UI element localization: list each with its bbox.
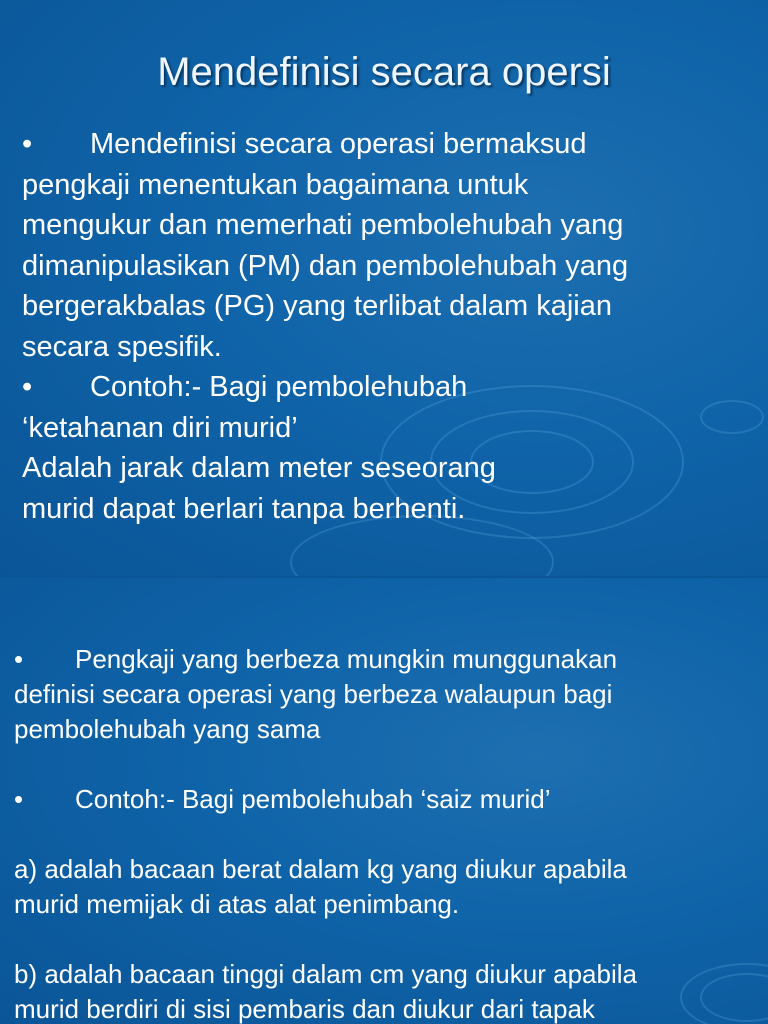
text-line: Adalah jarak dalam meter seseorang (22, 452, 496, 484)
text-line: dimanipulasikan (PM) dan pembolehubah yang (22, 249, 629, 282)
slide-2 (0, 578, 768, 1024)
bullet-marker: • (22, 128, 33, 160)
slide-1-body (22, 124, 752, 529)
text-line: secara spesifik. (22, 330, 222, 363)
bullet-marker: • (14, 644, 24, 674)
bullet-line (22, 367, 752, 408)
text-line: pembolehubah yang sama (14, 714, 321, 744)
text-line: Pengkaji yang berbeza mungkin munggunakan (75, 644, 618, 674)
bullet-line (14, 782, 754, 817)
bullet-marker: • (22, 371, 33, 403)
bullet-marker: • (14, 784, 24, 814)
text-line: bergerakbalas (PG) yang terlibat dalam kajian (22, 290, 612, 322)
slide-title: Mendefinisi secara opersi (157, 50, 611, 94)
text-line: mengukur dan memerhati pembolehubah yang (22, 209, 624, 241)
text-line: murid memijak di atas alat penimbang. (14, 889, 460, 919)
bullet-line (22, 124, 752, 165)
text-line: Contoh:- Bagi pembolehubah ‘saiz murid’ (75, 784, 551, 814)
text-line: Mendefinisi secara operasi bermaksud (90, 128, 587, 160)
text-line: murid berdiri di sisi pembaris dan diukur dari tapak (14, 994, 595, 1024)
text-line: Contoh:- Bagi pembolehubah (90, 371, 468, 403)
text-line: murid dapat berlari tanpa berhenti. (22, 492, 466, 525)
list-item-b: b) adalah bacaan tinggi dalam cm yang diukur apabila (14, 959, 637, 989)
list-item-a: a) adalah bacaan berat dalam kg yang diukur apabila (14, 854, 627, 884)
bullet-line (14, 642, 754, 677)
slide-2-body (14, 642, 754, 1024)
text-line: pengkaji menentukan bagaimana untuk (22, 168, 529, 201)
text-line: ‘ketahanan diri murid’ (22, 411, 298, 444)
text-line: definisi secara operasi yang berbeza walaupun bagi (14, 679, 613, 709)
